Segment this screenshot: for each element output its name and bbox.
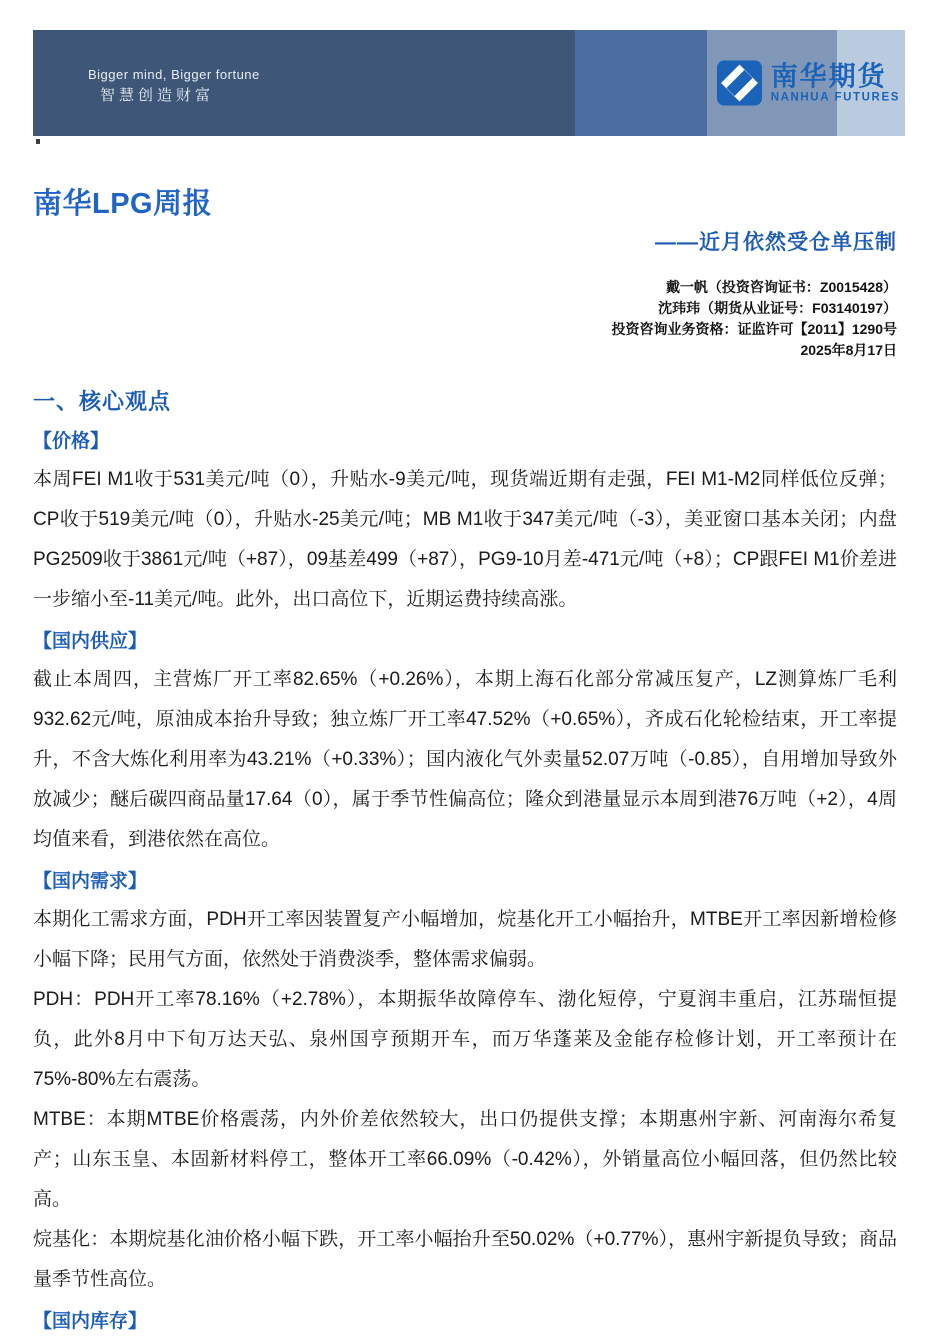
- report-content: [33, 386, 897, 1340]
- paragraph-demand-mtbe: MTBE：本期MTBE价格震荡，内外价差依然较大，出口仍提供支撑；本期惠州宇新、河南海尔希复产；山东玉皇、本固新材料停工，整体开工率66.09%（-0.42%），外销量高位小幅回落，但仍然比较高。: [33, 1109, 897, 1210]
- heading-price: 【价格】: [33, 431, 110, 452]
- page-subtitle: ——近月依然受仓单压制: [655, 231, 897, 254]
- heading-domestic-inventory: 【国内库存】: [33, 1311, 148, 1332]
- company-logo: [717, 61, 900, 106]
- author-line-1: 戴一帆（投资咨询证书：Z0015428）: [665, 279, 897, 295]
- paragraph-demand-alkylation: 烷基化：本期烷基化油价格小幅下跌，开工率小幅抬升至50.02%（+0.77%），惠州宇新提负导致；商品量季节性高位。: [33, 1229, 897, 1290]
- stray-mark: [36, 139, 40, 144]
- qualification-line: 投资咨询业务资格：证监许可【2011】1290号: [611, 321, 897, 337]
- paragraph-price: 本周FEI M1收于531美元/吨（0），升贴水-9美元/吨，现货端近期有走强，FEI M1-M2同样低位反弹；CP收于519美元/吨（0），升贴水-25美元/吨；MB M1收于347美元/吨（-3），美亚窗口基本关闭；内盘PG2509收于3861元/吨（+87），09基差499（+87），PG9-10月差-471元/吨（+8）；CP跟FEI M1价差进一步缩小至-11美元/吨。此外，出口高位下，近期运费持续高涨。: [33, 469, 897, 610]
- banner-medium-segment: [575, 30, 707, 136]
- heading-domestic-demand: 【国内需求】: [33, 871, 148, 892]
- slogan-english: Bigger mind, Bigger fortune: [88, 67, 260, 82]
- logo-chinese-name: 南华期货: [770, 61, 887, 91]
- logo-english-name: NANHUA FUTURES: [770, 91, 900, 103]
- author-meta-block: [611, 277, 897, 361]
- paragraph-demand-pdh: PDH：PDH开工率78.16%（+2.78%），本期振华故障停车、渤化短停，宁夏润丰重启，江苏瑞恒提负，此外8月中下旬万达天弘、泉州国亨预期开车，而万华蓬莱及金能存检修计划，开工率预计在75%-80%左右震荡。: [33, 989, 897, 1090]
- brand-slogan: [88, 66, 260, 107]
- author-line-2: 沈玮玮（期货从业证号：F03140197）: [658, 300, 897, 316]
- paragraph-demand-intro: 本期化工需求方面，PDH开工率因装置复产小幅增加，烷基化开工小幅抬升，MTBE开工率因新增检修小幅下降；民用气方面，依然处于消费淡季，整体需求偏弱。: [33, 909, 897, 970]
- banner-dark-segment: [33, 30, 575, 136]
- header-banner: [33, 30, 905, 136]
- paragraph-supply: 截止本周四，主营炼厂开工率82.65%（+0.26%），本期上海石化部分常减压复产，LZ测算炼厂毛利932.62元/吨，原油成本抬升导致；独立炼厂开工率47.52%（+0.65%），齐成石化轮检结束，开工率提升，不含大炼化利用率为43.21%（+0.33%）；国内液化气外卖量52.07万吨（-0.85），自用增加导致外放减少；醚后碳四商品量17.64（0），属于季节性偏高位；隆众到港量显示本周到港76万吨（+2），4周均值来看，到港依然在高位。: [33, 669, 897, 850]
- slogan-chinese: 智慧创造财富: [100, 86, 215, 104]
- page-title: 南华LPG周报: [33, 188, 213, 220]
- nanhua-logo-icon: [717, 61, 762, 106]
- logo-text: [771, 62, 900, 104]
- section-title-core-views: 一、核心观点: [33, 389, 172, 414]
- heading-domestic-supply: 【国内供应】: [33, 631, 148, 652]
- report-date: 2025年8月17日: [800, 342, 897, 358]
